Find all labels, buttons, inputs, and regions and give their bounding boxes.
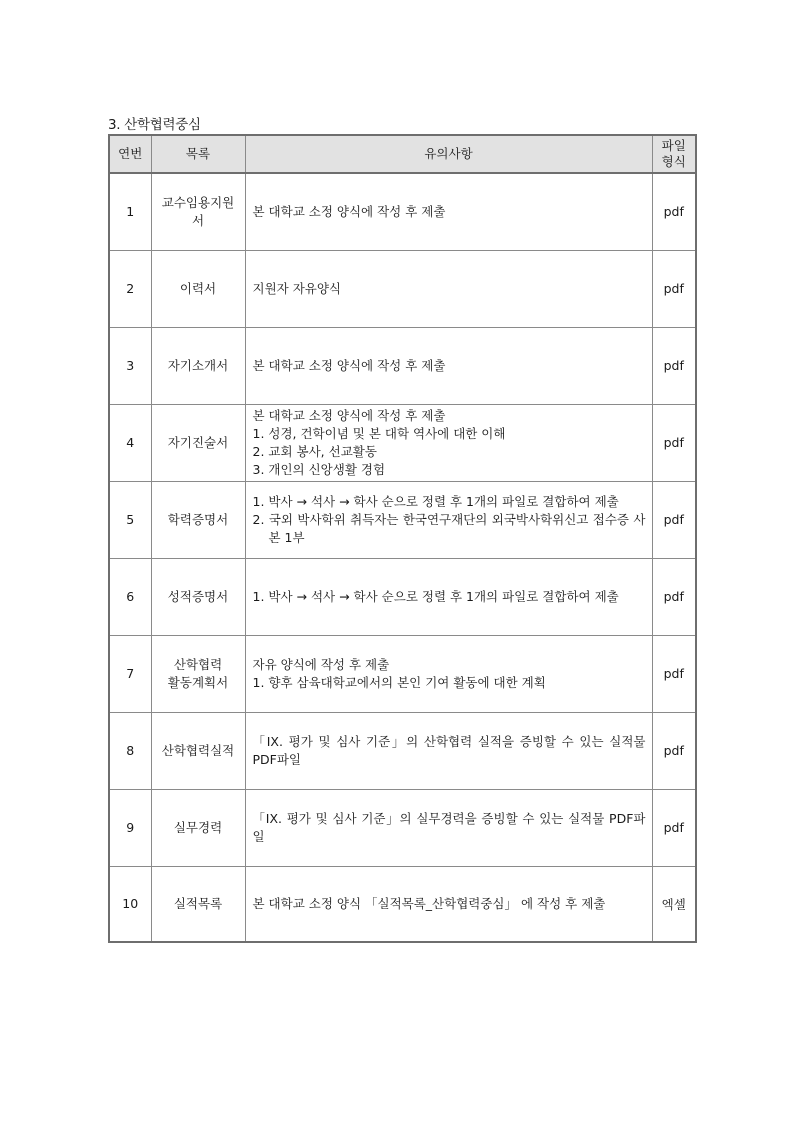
table-row (109, 558, 696, 635)
row-name-line: 실무경력 (173, 819, 223, 835)
row-no: 4 (109, 404, 151, 481)
row-note-line: 자유 양식에 작성 후 제출 (252, 656, 390, 672)
row-note-line: 1. 향후 삼육대학교에서의 본인 기여 활동에 대한 계획 (252, 674, 546, 690)
row-format: pdf (652, 327, 696, 404)
row-note-line: 「IX. 평가 및 심사 기준」의 산학협력 실적을 증빙할 수 있는 실적물 PDF파일 (252, 733, 646, 767)
section-title: 3. 산학협력중심 (108, 117, 201, 133)
row-note (245, 404, 652, 481)
header-no: 연번 (109, 135, 151, 173)
header-name: 목록 (151, 135, 245, 173)
row-name-line: 이력서 (179, 280, 217, 296)
row-name-line: 교수임용지원 (161, 194, 235, 210)
row-name (151, 558, 245, 635)
row-note (245, 866, 652, 942)
row-name-line: 산학협력실적 (161, 742, 235, 758)
row-note-line: 본 대학교 소정 양식에 작성 후 제출 (252, 203, 446, 219)
row-note-line: 3. 개인의 신앙생활 경험 (252, 461, 386, 477)
table-row (109, 404, 696, 481)
header-format-line2: 형식 (661, 154, 686, 169)
row-note (245, 558, 652, 635)
row-name-line: 학력증명서 (167, 511, 229, 527)
row-format: pdf (652, 558, 696, 635)
row-name (151, 866, 245, 942)
row-name-line: 자기소개서 (167, 357, 229, 373)
row-no: 1 (109, 173, 151, 250)
row-note-line: 1. 성경, 건학이념 및 본 대학 역사에 대한 이해 (252, 425, 506, 441)
table-row (109, 712, 696, 789)
submission-documents-table (108, 134, 697, 943)
row-note-line: 2. 국외 박사학위 취득자는 한국연구재단의 외국박사학위신고 접수증 사본 1부 (252, 511, 646, 545)
row-note (245, 789, 652, 866)
row-no: 10 (109, 866, 151, 942)
row-format: pdf (652, 173, 696, 250)
header-format-line1: 파일 (661, 138, 686, 153)
table-row (109, 481, 696, 558)
row-name-line: 서 (191, 212, 205, 228)
table-row (109, 866, 696, 942)
row-format: pdf (652, 712, 696, 789)
row-no: 5 (109, 481, 151, 558)
table-row (109, 250, 696, 327)
row-no: 3 (109, 327, 151, 404)
row-name (151, 712, 245, 789)
row-note-line: 본 대학교 소정 양식 「실적목록_산학협력중심」 에 작성 후 제출 (252, 895, 606, 911)
row-no: 6 (109, 558, 151, 635)
row-note-line: 지원자 자유양식 (252, 280, 341, 296)
row-name (151, 250, 245, 327)
row-note-line: 본 대학교 소정 양식에 작성 후 제출 (252, 407, 446, 423)
row-name (151, 327, 245, 404)
row-name-line: 산학협력 (173, 656, 223, 672)
row-no: 8 (109, 712, 151, 789)
row-note-line: 2. 교회 봉사, 선교활동 (252, 443, 377, 459)
table-row (109, 789, 696, 866)
row-note-line: 본 대학교 소정 양식에 작성 후 제출 (252, 357, 446, 373)
row-name-line: 활동계획서 (167, 674, 229, 690)
row-note-line: 「IX. 평가 및 심사 기준」의 실무경력을 증빙할 수 있는 실적물 PDF파일 (252, 810, 646, 844)
row-note (245, 635, 652, 712)
row-name (151, 173, 245, 250)
table-row (109, 635, 696, 712)
table-header-row (109, 135, 696, 173)
row-note-line: 1. 박사 → 석사 → 학사 순으로 정렬 후 1개의 파일로 결합하여 제출 (252, 588, 619, 604)
row-name-line: 자기진술서 (167, 434, 229, 450)
row-note (245, 173, 652, 250)
row-no: 7 (109, 635, 151, 712)
table-row (109, 327, 696, 404)
row-format: pdf (652, 789, 696, 866)
table-row (109, 173, 696, 250)
row-no: 2 (109, 250, 151, 327)
row-name (151, 481, 245, 558)
row-no: 9 (109, 789, 151, 866)
row-format: pdf (652, 481, 696, 558)
row-name-line: 성적증명서 (167, 588, 229, 604)
row-note (245, 327, 652, 404)
row-name (151, 789, 245, 866)
row-name (151, 635, 245, 712)
row-format: 엑셀 (652, 866, 696, 942)
row-note (245, 712, 652, 789)
row-note-line: 1. 박사 → 석사 → 학사 순으로 정렬 후 1개의 파일로 결합하여 제출 (252, 493, 619, 509)
row-format: pdf (652, 404, 696, 481)
row-name (151, 404, 245, 481)
header-format (652, 135, 696, 173)
row-note (245, 250, 652, 327)
row-format: pdf (652, 250, 696, 327)
row-name-line: 실적목록 (173, 895, 223, 911)
header-note: 유의사항 (245, 135, 652, 173)
row-note (245, 481, 652, 558)
row-format: pdf (652, 635, 696, 712)
